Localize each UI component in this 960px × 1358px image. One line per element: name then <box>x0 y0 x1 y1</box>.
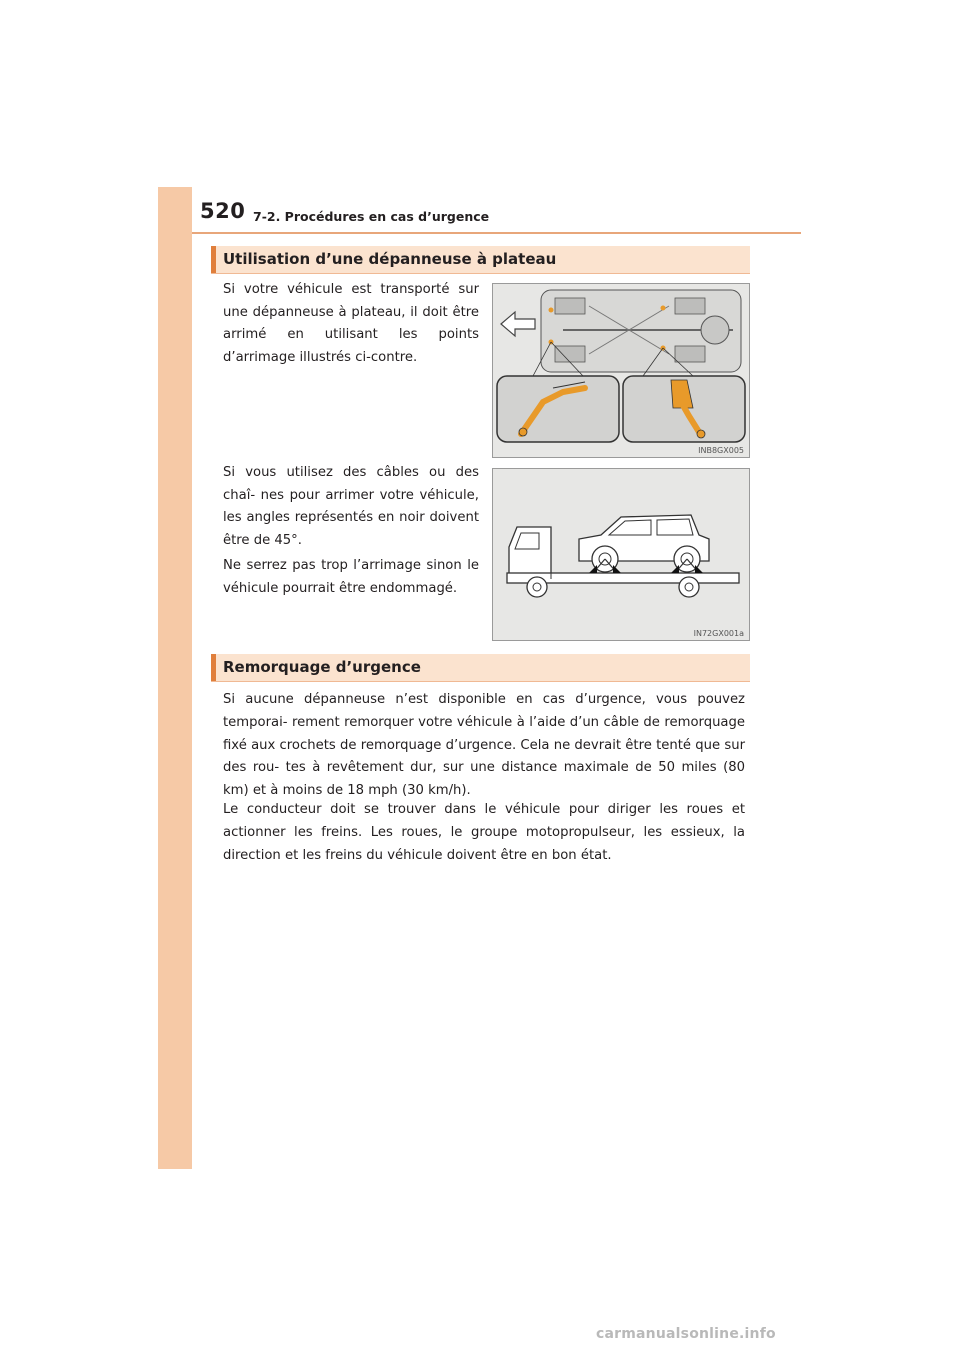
section-heading-title: Utilisation d’une dépanneuse à plateau <box>223 250 557 268</box>
page-number: 520 <box>200 199 246 223</box>
header-rule <box>192 232 801 234</box>
driver-requirements-paragraph: Le conducteur doit se trouver dans le véhicule pour diriger les roues et actionner les freins. Les roues, le groupe motopropulseur, les essieux, la direction et les freins du véhicule doivent être en bon état. <box>223 802 745 863</box>
flatbed-truck-figure <box>492 468 750 641</box>
figure-code: IN72GX001a <box>693 629 744 638</box>
chain-angle-paragraph: Si vous utilisez des câbles ou des chaî- nes pour arrimer votre véhicule, les angles représentés en noir doivent être de 45°. <box>223 465 479 548</box>
tie-down-warning-paragraph: Ne serrez pas trop l’arrimage sinon le véhicule pourrait être endommagé. <box>223 558 479 596</box>
flatbed-intro-paragraph: Si votre véhicule est transporté sur une dépanneuse à plateau, il doit être arrimé en utilisant les points d’arrimage illustrés ci-contre. <box>223 282 479 365</box>
heading-accent-bar <box>211 654 216 681</box>
chapter-sidebar-band <box>158 187 192 1169</box>
tie-down-points-illustration <box>493 284 749 457</box>
emergency-towing-paragraph: Si aucune dépanneuse n’est disponible en cas d’urgence, vous pouvez temporai- rement remorquer votre véhicule à l’aide d’un câble de remorquage fixé aux crochets de remorquage d’urgence. Cela ne devrait être tenté que sur des rou- tes à revêtement dur, sur une distance maximale de 50 miles (80 km) et à moins de 18 mph (30 km/h). <box>223 692 745 799</box>
section-heading-emergency-towing <box>211 654 750 682</box>
section-heading-flatbed <box>211 246 750 274</box>
heading-accent-bar <box>211 246 216 273</box>
chapter-title: 7-2. Procédures en cas d’urgence <box>253 209 490 224</box>
tie-down-points-figure <box>492 283 750 458</box>
flatbed-truck-illustration <box>493 469 749 640</box>
figure-code: INB8GX005 <box>698 446 744 455</box>
section-heading-title: Remorquage d’urgence <box>223 658 421 676</box>
watermark: carmanualsonline.info <box>596 1326 776 1342</box>
